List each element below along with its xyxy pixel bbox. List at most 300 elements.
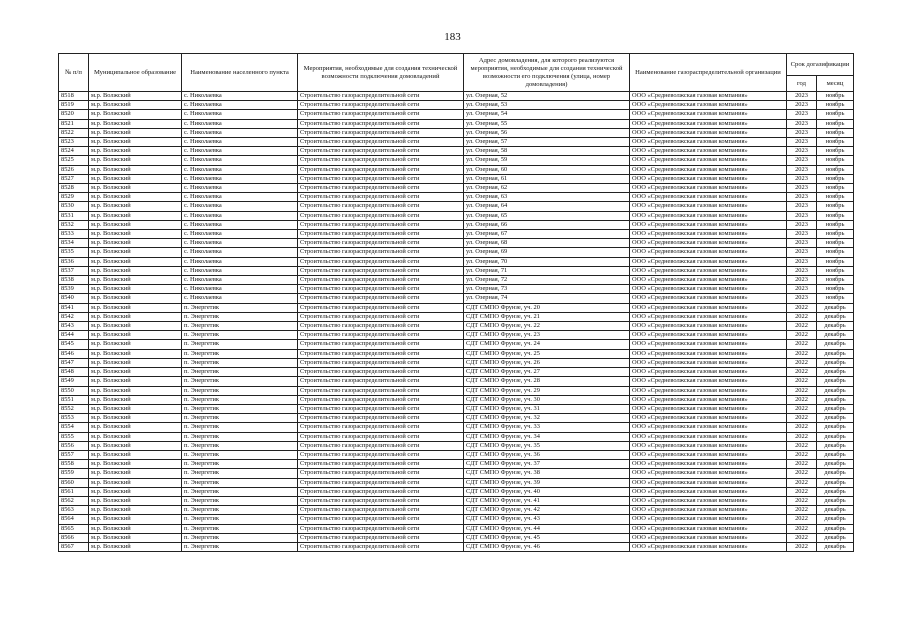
measure-cell: Строительство газораспределительной сети bbox=[298, 349, 464, 358]
table-row bbox=[59, 331, 854, 340]
settlement-cell: п. Энергетик bbox=[182, 515, 298, 524]
table-row bbox=[59, 515, 854, 524]
month-cell: ноябрь bbox=[817, 294, 854, 303]
settlement-cell: с. Николаевка bbox=[182, 266, 298, 275]
month-cell: декабрь bbox=[817, 460, 854, 469]
address-cell: ул. Озерная, 63 bbox=[464, 193, 630, 202]
settlement-cell: п. Энергетик bbox=[182, 524, 298, 533]
address-cell: ул. Озерная, 65 bbox=[464, 211, 630, 220]
municipality-cell: м.р. Волжский bbox=[89, 414, 182, 423]
table-row bbox=[59, 266, 854, 275]
month-cell: ноябрь bbox=[817, 248, 854, 257]
measure-cell: Строительство газораспределительной сети bbox=[298, 266, 464, 275]
measure-cell: Строительство газораспределительной сети bbox=[298, 110, 464, 119]
row-number-cell: 8518 bbox=[59, 92, 89, 101]
measure-cell: Строительство газораспределительной сети bbox=[298, 441, 464, 450]
row-number-cell: 8538 bbox=[59, 276, 89, 285]
organization-cell: ООО «Средневолжская газовая компания» bbox=[630, 515, 787, 524]
settlement-cell: п. Энергетик bbox=[182, 533, 298, 542]
address-cell: СДТ СМПО Фрунзе, уч. 30 bbox=[464, 395, 630, 404]
municipality-cell: м.р. Волжский bbox=[89, 147, 182, 156]
organization-cell: ООО «Средневолжская газовая компания» bbox=[630, 303, 787, 312]
year-cell: 2022 bbox=[787, 349, 817, 358]
row-number-cell: 8551 bbox=[59, 395, 89, 404]
address-cell: ул. Озерная, 70 bbox=[464, 257, 630, 266]
measure-cell: Строительство газораспределительной сети bbox=[298, 202, 464, 211]
municipality-cell: м.р. Волжский bbox=[89, 386, 182, 395]
address-cell: ул. Озерная, 59 bbox=[464, 156, 630, 165]
table-row bbox=[59, 414, 854, 423]
settlement-cell: п. Энергетик bbox=[182, 441, 298, 450]
municipality-cell: м.р. Волжский bbox=[89, 358, 182, 367]
row-number-cell: 8550 bbox=[59, 386, 89, 395]
municipality-cell: м.р. Волжский bbox=[89, 165, 182, 174]
measure-cell: Строительство газораспределительной сети bbox=[298, 285, 464, 294]
table-header bbox=[59, 54, 854, 92]
year-cell: 2023 bbox=[787, 119, 817, 128]
municipality-cell: м.р. Волжский bbox=[89, 230, 182, 239]
municipality-cell: м.р. Волжский bbox=[89, 248, 182, 257]
year-cell: 2023 bbox=[787, 230, 817, 239]
measure-cell: Строительство газораспределительной сети bbox=[298, 515, 464, 524]
year-cell: 2022 bbox=[787, 506, 817, 515]
table-row bbox=[59, 450, 854, 459]
address-cell: СДТ СМПО Фрунзе, уч. 44 bbox=[464, 524, 630, 533]
measure-cell: Строительство газораспределительной сети bbox=[298, 368, 464, 377]
address-cell: ул. Озерная, 69 bbox=[464, 248, 630, 257]
month-cell: ноябрь bbox=[817, 92, 854, 101]
organization-cell: ООО «Средневолжская газовая компания» bbox=[630, 266, 787, 275]
municipality-cell: м.р. Волжский bbox=[89, 239, 182, 248]
organization-cell: ООО «Средневолжская газовая компания» bbox=[630, 331, 787, 340]
table-row bbox=[59, 147, 854, 156]
municipality-cell: м.р. Волжский bbox=[89, 533, 182, 542]
year-cell: 2022 bbox=[787, 432, 817, 441]
municipality-cell: м.р. Волжский bbox=[89, 312, 182, 321]
table-row bbox=[59, 220, 854, 229]
organization-cell: ООО «Средневолжская газовая компания» bbox=[630, 239, 787, 248]
settlement-cell: с. Николаевка bbox=[182, 257, 298, 266]
row-number-cell: 8532 bbox=[59, 220, 89, 229]
table-row bbox=[59, 211, 854, 220]
organization-cell: ООО «Средневолжская газовая компания» bbox=[630, 460, 787, 469]
year-cell: 2023 bbox=[787, 101, 817, 110]
year-cell: 2022 bbox=[787, 423, 817, 432]
table-row bbox=[59, 202, 854, 211]
table-row bbox=[59, 312, 854, 321]
month-cell: декабрь bbox=[817, 303, 854, 312]
address-cell: СДТ СМПО Фрунзе, уч. 20 bbox=[464, 303, 630, 312]
row-number-cell: 8534 bbox=[59, 239, 89, 248]
municipality-cell: м.р. Волжский bbox=[89, 101, 182, 110]
settlement-cell: п. Энергетик bbox=[182, 303, 298, 312]
year-cell: 2023 bbox=[787, 239, 817, 248]
address-cell: СДТ СМПО Фрунзе, уч. 29 bbox=[464, 386, 630, 395]
organization-cell: ООО «Средневолжская газовая компания» bbox=[630, 184, 787, 193]
year-cell: 2023 bbox=[787, 156, 817, 165]
address-cell: СДТ СМПО Фрунзе, уч. 38 bbox=[464, 469, 630, 478]
table-row bbox=[59, 478, 854, 487]
address-cell: СДТ СМПО Фрунзе, уч. 24 bbox=[464, 340, 630, 349]
address-cell: ул. Озерная, 66 bbox=[464, 220, 630, 229]
organization-cell: ООО «Средневолжская газовая компания» bbox=[630, 220, 787, 229]
settlement-cell: п. Энергетик bbox=[182, 469, 298, 478]
table-row bbox=[59, 524, 854, 533]
organization-cell: ООО «Средневолжская газовая компания» bbox=[630, 349, 787, 358]
measure-cell: Строительство газораспределительной сети bbox=[298, 386, 464, 395]
organization-cell: ООО «Средневолжская газовая компания» bbox=[630, 110, 787, 119]
table-row bbox=[59, 404, 854, 413]
organization-cell: ООО «Средневолжская газовая компания» bbox=[630, 174, 787, 183]
table-row bbox=[59, 395, 854, 404]
table-row bbox=[59, 340, 854, 349]
organization-cell: ООО «Средневолжская газовая компания» bbox=[630, 202, 787, 211]
settlement-cell: п. Энергетик bbox=[182, 358, 298, 367]
measure-cell: Строительство газораспределительной сети bbox=[298, 340, 464, 349]
settlement-cell: с. Николаевка bbox=[182, 220, 298, 229]
row-number-cell: 8564 bbox=[59, 515, 89, 524]
measure-cell: Строительство газораспределительной сети bbox=[298, 211, 464, 220]
year-cell: 2022 bbox=[787, 441, 817, 450]
address-cell: СДТ СМПО Фрунзе, уч. 40 bbox=[464, 487, 630, 496]
organization-cell: ООО «Средневолжская газовая компания» bbox=[630, 211, 787, 220]
municipality-cell: м.р. Волжский bbox=[89, 110, 182, 119]
table-row bbox=[59, 230, 854, 239]
settlement-cell: с. Николаевка bbox=[182, 230, 298, 239]
measure-cell: Строительство газораспределительной сети bbox=[298, 257, 464, 266]
table-row bbox=[59, 460, 854, 469]
table-row bbox=[59, 386, 854, 395]
organization-cell: ООО «Средневолжская газовая компания» bbox=[630, 193, 787, 202]
organization-cell: ООО «Средневолжская газовая компания» bbox=[630, 496, 787, 505]
month-cell: ноябрь bbox=[817, 156, 854, 165]
month-cell: ноябрь bbox=[817, 276, 854, 285]
month-cell: декабрь bbox=[817, 358, 854, 367]
header-organization: Наименование газораспределительной организации bbox=[630, 54, 787, 92]
settlement-cell: с. Николаевка bbox=[182, 202, 298, 211]
settlement-cell: с. Николаевка bbox=[182, 294, 298, 303]
year-cell: 2022 bbox=[787, 460, 817, 469]
row-number-cell: 8554 bbox=[59, 423, 89, 432]
table-row bbox=[59, 156, 854, 165]
table-row bbox=[59, 441, 854, 450]
measure-cell: Строительство газораспределительной сети bbox=[298, 92, 464, 101]
organization-cell: ООО «Средневолжская газовая компания» bbox=[630, 395, 787, 404]
row-number-cell: 8558 bbox=[59, 460, 89, 469]
organization-cell: ООО «Средневолжская газовая компания» bbox=[630, 147, 787, 156]
measure-cell: Строительство газораспределительной сети bbox=[298, 423, 464, 432]
month-cell: ноябрь bbox=[817, 110, 854, 119]
municipality-cell: м.р. Волжский bbox=[89, 524, 182, 533]
municipality-cell: м.р. Волжский bbox=[89, 257, 182, 266]
year-cell: 2022 bbox=[787, 469, 817, 478]
month-cell: ноябрь bbox=[817, 119, 854, 128]
measure-cell: Строительство газораспределительной сети bbox=[298, 312, 464, 321]
gasification-table bbox=[58, 53, 854, 552]
municipality-cell: м.р. Волжский bbox=[89, 138, 182, 147]
settlement-cell: с. Николаевка bbox=[182, 184, 298, 193]
table-row bbox=[59, 423, 854, 432]
address-cell: СДТ СМПО Фрунзе, уч. 31 bbox=[464, 404, 630, 413]
year-cell: 2023 bbox=[787, 193, 817, 202]
municipality-cell: м.р. Волжский bbox=[89, 322, 182, 331]
row-number-cell: 8552 bbox=[59, 404, 89, 413]
table-row bbox=[59, 542, 854, 551]
municipality-cell: м.р. Волжский bbox=[89, 469, 182, 478]
year-cell: 2022 bbox=[787, 533, 817, 542]
year-cell: 2023 bbox=[787, 92, 817, 101]
year-cell: 2023 bbox=[787, 138, 817, 147]
settlement-cell: с. Николаевка bbox=[182, 165, 298, 174]
settlement-cell: п. Энергетик bbox=[182, 386, 298, 395]
address-cell: СДТ СМПО Фрунзе, уч. 22 bbox=[464, 322, 630, 331]
row-number-cell: 8539 bbox=[59, 285, 89, 294]
table-row bbox=[59, 322, 854, 331]
address-cell: ул. Озерная, 56 bbox=[464, 128, 630, 137]
address-cell: СДТ СМПО Фрунзе, уч. 23 bbox=[464, 331, 630, 340]
month-cell: декабрь bbox=[817, 432, 854, 441]
row-number-cell: 8557 bbox=[59, 450, 89, 459]
settlement-cell: п. Энергетик bbox=[182, 496, 298, 505]
measure-cell: Строительство газораспределительной сети bbox=[298, 395, 464, 404]
year-cell: 2023 bbox=[787, 248, 817, 257]
address-cell: ул. Озерная, 71 bbox=[464, 266, 630, 275]
address-cell: СДТ СМПО Фрунзе, уч. 25 bbox=[464, 349, 630, 358]
measure-cell: Строительство газораспределительной сети bbox=[298, 460, 464, 469]
measure-cell: Строительство газораспределительной сети bbox=[298, 156, 464, 165]
organization-cell: ООО «Средневолжская газовая компания» bbox=[630, 368, 787, 377]
settlement-cell: п. Энергетик bbox=[182, 423, 298, 432]
measure-cell: Строительство газораспределительной сети bbox=[298, 119, 464, 128]
month-cell: ноябрь bbox=[817, 128, 854, 137]
year-cell: 2023 bbox=[787, 294, 817, 303]
page-number: 183 bbox=[444, 31, 461, 43]
settlement-cell: с. Николаевка bbox=[182, 101, 298, 110]
month-cell: декабрь bbox=[817, 487, 854, 496]
row-number-cell: 8543 bbox=[59, 322, 89, 331]
table-row bbox=[59, 110, 854, 119]
settlement-cell: п. Энергетик bbox=[182, 349, 298, 358]
measure-cell: Строительство газораспределительной сети bbox=[298, 496, 464, 505]
row-number-cell: 8559 bbox=[59, 469, 89, 478]
year-cell: 2022 bbox=[787, 524, 817, 533]
year-cell: 2022 bbox=[787, 414, 817, 423]
address-cell: ул. Озерная, 55 bbox=[464, 119, 630, 128]
table-row bbox=[59, 349, 854, 358]
row-number-cell: 8560 bbox=[59, 478, 89, 487]
address-cell: ул. Озерная, 62 bbox=[464, 184, 630, 193]
header-address: Адрес домовладения, для которого реализуются мероприятия, необходимые для создания технической возможности его подключения (улица, номер домовладения) bbox=[464, 54, 630, 92]
settlement-cell: с. Николаевка bbox=[182, 285, 298, 294]
organization-cell: ООО «Средневолжская газовая компания» bbox=[630, 386, 787, 395]
measure-cell: Строительство газораспределительной сети bbox=[298, 230, 464, 239]
municipality-cell: м.р. Волжский bbox=[89, 174, 182, 183]
measure-cell: Строительство газораспределительной сети bbox=[298, 193, 464, 202]
table-row bbox=[59, 432, 854, 441]
municipality-cell: м.р. Волжский bbox=[89, 441, 182, 450]
settlement-cell: с. Николаевка bbox=[182, 248, 298, 257]
month-cell: декабрь bbox=[817, 478, 854, 487]
organization-cell: ООО «Средневолжская газовая компания» bbox=[630, 487, 787, 496]
year-cell: 2022 bbox=[787, 377, 817, 386]
organization-cell: ООО «Средневолжская газовая компания» bbox=[630, 377, 787, 386]
month-cell: декабрь bbox=[817, 322, 854, 331]
measure-cell: Строительство газораспределительной сети bbox=[298, 294, 464, 303]
organization-cell: ООО «Средневолжская газовая компания» bbox=[630, 506, 787, 515]
settlement-cell: с. Николаевка bbox=[182, 138, 298, 147]
header-measures: Мероприятия, необходимые для создания технической возможности подключения домовладений bbox=[298, 54, 464, 92]
address-cell: СДТ СМПО Фрунзе, уч. 36 bbox=[464, 450, 630, 459]
row-number-cell: 8553 bbox=[59, 414, 89, 423]
measure-cell: Строительство газораспределительной сети bbox=[298, 533, 464, 542]
organization-cell: ООО «Средневолжская газовая компания» bbox=[630, 285, 787, 294]
month-cell: ноябрь bbox=[817, 147, 854, 156]
month-cell: декабрь bbox=[817, 496, 854, 505]
address-cell: ул. Озерная, 61 bbox=[464, 174, 630, 183]
municipality-cell: м.р. Волжский bbox=[89, 331, 182, 340]
organization-cell: ООО «Средневолжская газовая компания» bbox=[630, 156, 787, 165]
year-cell: 2023 bbox=[787, 174, 817, 183]
table-row bbox=[59, 533, 854, 542]
row-number-cell: 8541 bbox=[59, 303, 89, 312]
measure-cell: Строительство газораспределительной сети bbox=[298, 377, 464, 386]
row-number-cell: 8542 bbox=[59, 312, 89, 321]
measure-cell: Строительство газораспределительной сети bbox=[298, 469, 464, 478]
municipality-cell: м.р. Волжский bbox=[89, 423, 182, 432]
municipality-cell: м.р. Волжский bbox=[89, 377, 182, 386]
table-row bbox=[59, 303, 854, 312]
month-cell: декабрь bbox=[817, 349, 854, 358]
row-number-cell: 8566 bbox=[59, 533, 89, 542]
measure-cell: Строительство газораспределительной сети bbox=[298, 239, 464, 248]
month-cell: декабрь bbox=[817, 340, 854, 349]
month-cell: ноябрь bbox=[817, 230, 854, 239]
address-cell: СДТ СМПО Фрунзе, уч. 46 bbox=[464, 542, 630, 551]
settlement-cell: п. Энергетик bbox=[182, 368, 298, 377]
table-row bbox=[59, 174, 854, 183]
year-cell: 2022 bbox=[787, 542, 817, 551]
measure-cell: Строительство газораспределительной сети bbox=[298, 506, 464, 515]
measure-cell: Строительство газораспределительной сети bbox=[298, 450, 464, 459]
organization-cell: ООО «Средневолжская газовая компания» bbox=[630, 230, 787, 239]
header-num: № п/п bbox=[59, 54, 89, 92]
address-cell: ул. Озерная, 53 bbox=[464, 101, 630, 110]
organization-cell: ООО «Средневолжская газовая компания» bbox=[630, 478, 787, 487]
row-number-cell: 8520 bbox=[59, 110, 89, 119]
municipality-cell: м.р. Волжский bbox=[89, 193, 182, 202]
table-row bbox=[59, 128, 854, 137]
municipality-cell: м.р. Волжский bbox=[89, 119, 182, 128]
month-cell: ноябрь bbox=[817, 202, 854, 211]
municipality-cell: м.р. Волжский bbox=[89, 460, 182, 469]
settlement-cell: п. Энергетик bbox=[182, 404, 298, 413]
municipality-cell: м.р. Волжский bbox=[89, 487, 182, 496]
header-settlement: Наименование населенного пункта bbox=[182, 54, 298, 92]
organization-cell: ООО «Средневолжская газовая компания» bbox=[630, 524, 787, 533]
measure-cell: Строительство газораспределительной сети bbox=[298, 303, 464, 312]
municipality-cell: м.р. Волжский bbox=[89, 496, 182, 505]
measure-cell: Строительство газораспределительной сети bbox=[298, 220, 464, 229]
address-cell: СДТ СМПО Фрунзе, уч. 45 bbox=[464, 533, 630, 542]
month-cell: декабрь bbox=[817, 533, 854, 542]
month-cell: декабрь bbox=[817, 404, 854, 413]
month-cell: декабрь bbox=[817, 524, 854, 533]
month-cell: ноябрь bbox=[817, 165, 854, 174]
address-cell: СДТ СМПО Фрунзе, уч. 39 bbox=[464, 478, 630, 487]
table-row bbox=[59, 239, 854, 248]
month-cell: ноябрь bbox=[817, 174, 854, 183]
organization-cell: ООО «Средневолжская газовая компания» bbox=[630, 248, 787, 257]
address-cell: СДТ СМПО Фрунзе, уч. 26 bbox=[464, 358, 630, 367]
settlement-cell: с. Николаевка bbox=[182, 193, 298, 202]
row-number-cell: 8546 bbox=[59, 349, 89, 358]
table-row bbox=[59, 119, 854, 128]
year-cell: 2023 bbox=[787, 202, 817, 211]
month-cell: ноябрь bbox=[817, 101, 854, 110]
row-number-cell: 8549 bbox=[59, 377, 89, 386]
table-row bbox=[59, 506, 854, 515]
row-number-cell: 8540 bbox=[59, 294, 89, 303]
year-cell: 2023 bbox=[787, 285, 817, 294]
month-cell: ноябрь bbox=[817, 285, 854, 294]
address-cell: СДТ СМПО Фрунзе, уч. 28 bbox=[464, 377, 630, 386]
organization-cell: ООО «Средневолжская газовая компания» bbox=[630, 414, 787, 423]
row-number-cell: 8524 bbox=[59, 147, 89, 156]
measure-cell: Строительство газораспределительной сети bbox=[298, 101, 464, 110]
month-cell: декабрь bbox=[817, 395, 854, 404]
settlement-cell: с. Николаевка bbox=[182, 92, 298, 101]
table-row bbox=[59, 377, 854, 386]
row-number-cell: 8544 bbox=[59, 331, 89, 340]
table-row bbox=[59, 469, 854, 478]
municipality-cell: м.р. Волжский bbox=[89, 404, 182, 413]
row-number-cell: 8527 bbox=[59, 174, 89, 183]
year-cell: 2023 bbox=[787, 165, 817, 174]
organization-cell: ООО «Средневолжская газовая компания» bbox=[630, 138, 787, 147]
settlement-cell: п. Энергетик bbox=[182, 340, 298, 349]
municipality-cell: м.р. Волжский bbox=[89, 432, 182, 441]
municipality-cell: м.р. Волжский bbox=[89, 542, 182, 551]
municipality-cell: м.р. Волжский bbox=[89, 506, 182, 515]
month-cell: ноябрь bbox=[817, 220, 854, 229]
settlement-cell: с. Николаевка bbox=[182, 110, 298, 119]
measure-cell: Строительство газораспределительной сети bbox=[298, 184, 464, 193]
settlement-cell: п. Энергетик bbox=[182, 460, 298, 469]
organization-cell: ООО «Средневолжская газовая компания» bbox=[630, 322, 787, 331]
month-cell: ноябрь bbox=[817, 138, 854, 147]
organization-cell: ООО «Средневолжская газовая компания» bbox=[630, 432, 787, 441]
address-cell: ул. Озерная, 73 bbox=[464, 285, 630, 294]
table-row bbox=[59, 101, 854, 110]
municipality-cell: м.р. Волжский bbox=[89, 128, 182, 137]
measure-cell: Строительство газораспределительной сети bbox=[298, 138, 464, 147]
year-cell: 2023 bbox=[787, 184, 817, 193]
month-cell: ноябрь bbox=[817, 193, 854, 202]
year-cell: 2022 bbox=[787, 331, 817, 340]
organization-cell: ООО «Средневолжская газовая компания» bbox=[630, 257, 787, 266]
year-cell: 2023 bbox=[787, 257, 817, 266]
table-row bbox=[59, 276, 854, 285]
row-number-cell: 8547 bbox=[59, 358, 89, 367]
row-number-cell: 8529 bbox=[59, 193, 89, 202]
row-number-cell: 8545 bbox=[59, 340, 89, 349]
municipality-cell: м.р. Волжский bbox=[89, 478, 182, 487]
organization-cell: ООО «Средневолжская газовая компания» bbox=[630, 423, 787, 432]
municipality-cell: м.р. Волжский bbox=[89, 395, 182, 404]
measure-cell: Строительство газораспределительной сети bbox=[298, 487, 464, 496]
year-cell: 2022 bbox=[787, 322, 817, 331]
measure-cell: Строительство газораспределительной сети bbox=[298, 358, 464, 367]
